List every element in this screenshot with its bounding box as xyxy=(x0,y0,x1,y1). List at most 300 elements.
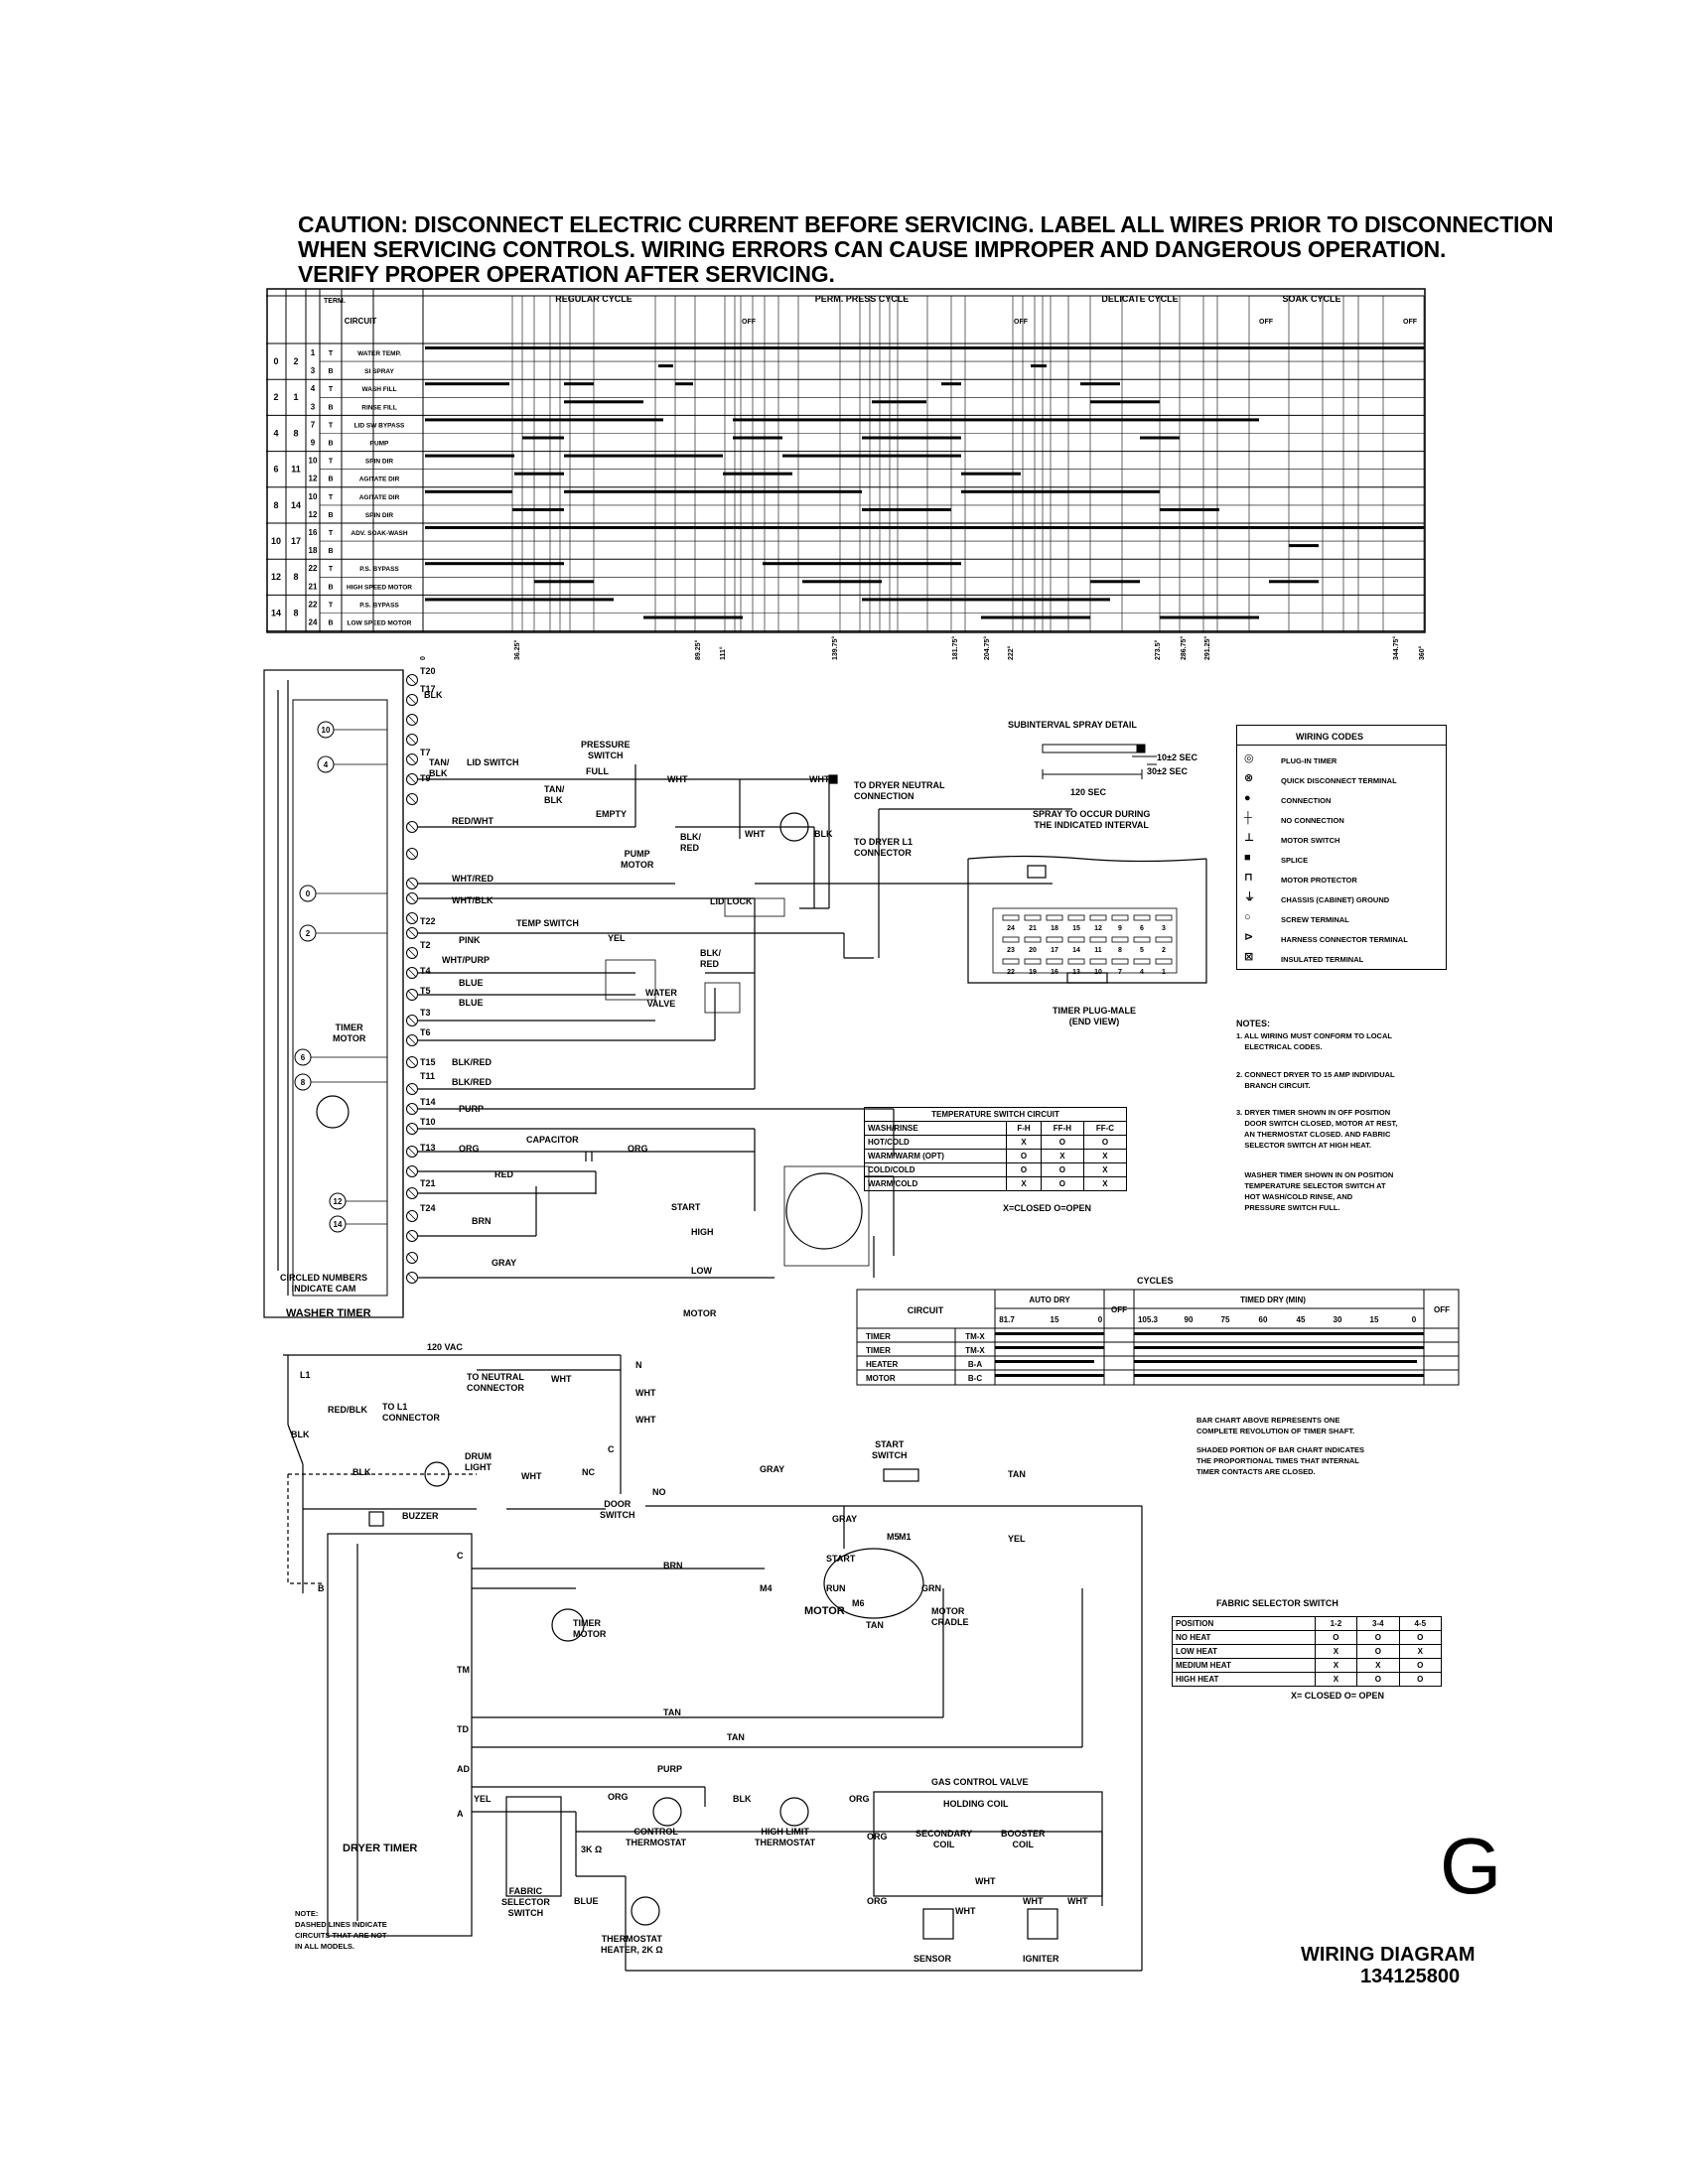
svg-text:12: 12 xyxy=(308,509,318,519)
wiring-code-label: CHASSIS (CABINET) GROUND xyxy=(1281,895,1390,904)
svg-text:B: B xyxy=(328,511,334,519)
svg-text:PERM. PRESS CYCLE: PERM. PRESS CYCLE xyxy=(814,294,910,304)
full-label: FULL xyxy=(586,766,609,776)
dryer-tan-label-3: TAN xyxy=(663,1707,681,1717)
timer-contact-bar xyxy=(514,473,564,476)
dryer-tan-label-4: TAN xyxy=(727,1732,745,1742)
svg-text:14: 14 xyxy=(1072,947,1080,954)
svg-text:286.75°: 286.75° xyxy=(1181,635,1188,660)
svg-text:WATER TEMP.: WATER TEMP. xyxy=(357,350,401,357)
dryer-gray-label-1: GRAY xyxy=(760,1464,785,1474)
svg-text:DELICATE CYCLE: DELICATE CYCLE xyxy=(1101,294,1179,304)
svg-text:B: B xyxy=(328,404,334,412)
washer-tan-blk-label: TAN/ BLK xyxy=(429,757,450,778)
note-3: 3. DRYER TIMER SHOWN IN OFF POSITION DOOR SWITCH CLOSED, MOTOR AT REST, AN THERMOSTAT CLOSED. AND FABRIC SELECTOR SWITCH AT HIGH HEAT. xyxy=(1236,1108,1398,1150)
svg-text:B-C: B-C xyxy=(967,1374,983,1383)
wiring-codes-box xyxy=(1236,725,1447,970)
secondary-coil-label: SECONDARY COIL xyxy=(915,1829,973,1849)
svg-text:T15: T15 xyxy=(420,1057,436,1067)
capacitor-label: CAPACITOR xyxy=(526,1135,579,1145)
subinterval-a: 10±2 SEC xyxy=(1157,752,1197,762)
svg-text:20: 20 xyxy=(1029,947,1037,954)
dryer-timer-motor-label: TIMER MOTOR xyxy=(573,1618,607,1639)
timer-contact-bar xyxy=(643,616,743,619)
timer-contact-bar xyxy=(1160,508,1219,511)
table-cell: X xyxy=(1083,1150,1126,1163)
timer-contact-bar xyxy=(872,400,926,403)
svg-text:6: 6 xyxy=(300,1053,306,1062)
svg-text:2: 2 xyxy=(305,929,311,938)
table-cell: X xyxy=(1083,1163,1126,1177)
table-cell: O xyxy=(1399,1673,1441,1687)
fabric-table-header: 1-2 xyxy=(1315,1617,1356,1631)
svg-text:12: 12 xyxy=(270,572,282,583)
svg-text:36.25°: 36.25° xyxy=(514,639,521,660)
dryer-schematic xyxy=(278,1335,1152,1990)
table-cell: O xyxy=(1357,1673,1399,1687)
svg-text:18: 18 xyxy=(1051,925,1058,932)
notes-title: NOTES: xyxy=(1236,1019,1271,1028)
thermostat-heater-label: THERMOSTAT HEATER, 2K Ω xyxy=(601,1934,663,1955)
washer-timer-motor-label: TIMER MOTOR xyxy=(333,1023,366,1043)
svg-text:MOTOR: MOTOR xyxy=(866,1374,896,1383)
dryer-wht-label-5: WHT xyxy=(975,1876,996,1886)
washer-blk-label: BLK xyxy=(424,690,443,700)
red-label: RED xyxy=(494,1169,514,1179)
svg-text:23: 23 xyxy=(1007,947,1015,954)
svg-text:OFF: OFF xyxy=(1111,1305,1127,1314)
temp-table-header: F-H xyxy=(1007,1122,1042,1136)
svg-text:T: T xyxy=(328,458,334,466)
table-cell: O xyxy=(1315,1631,1356,1645)
svg-text:HEATER: HEATER xyxy=(866,1360,899,1369)
wiring-codes-title: WIRING CODES xyxy=(1296,732,1364,742)
timer-contact-bar xyxy=(512,508,564,511)
timer-contact-bar xyxy=(1269,580,1319,583)
svg-text:22: 22 xyxy=(1007,969,1015,976)
svg-text:OFF: OFF xyxy=(1259,319,1273,326)
svg-text:T20: T20 xyxy=(420,666,436,676)
m1-label: M1 xyxy=(899,1532,912,1542)
subinterval-title: SUBINTERVAL SPRAY DETAIL xyxy=(1008,720,1137,730)
svg-text:P.S. BYPASS: P.S. BYPASS xyxy=(359,602,399,610)
blue-label-1: BLUE xyxy=(459,978,484,988)
svg-text:WASH FILL: WASH FILL xyxy=(361,386,397,394)
timer-contact-bar xyxy=(1289,544,1319,547)
to-dryer-l1-label: TO DRYER L1 CONNECTOR xyxy=(854,837,914,858)
vac-label: 120 VAC xyxy=(427,1342,463,1352)
svg-text:24: 24 xyxy=(308,617,318,627)
wiring-code-label: SPLICE xyxy=(1281,856,1309,865)
timer-contact-bar xyxy=(1090,400,1160,403)
svg-text:SI SPRAY: SI SPRAY xyxy=(364,368,394,376)
table-row xyxy=(865,1150,1127,1163)
wiring-code-symbol-icon: ■ xyxy=(1244,852,1251,864)
svg-text:16: 16 xyxy=(308,528,318,537)
dryer-blk-label-1: BLK xyxy=(291,1430,310,1439)
table-row xyxy=(1173,1631,1442,1645)
note-2: 2. CONNECT DRYER TO 15 AMP INDIVIDUAL BRANCH CIRCUIT. xyxy=(1236,1070,1395,1090)
table-cell: X xyxy=(1041,1150,1083,1163)
svg-text:8: 8 xyxy=(273,499,279,510)
svg-text:10: 10 xyxy=(308,491,318,501)
dryer-wht-label-3: WHT xyxy=(635,1415,656,1425)
svg-text:11: 11 xyxy=(1094,947,1102,954)
dryer-wht-label-2: WHT xyxy=(635,1388,656,1398)
dryer-org-label-4: ORG xyxy=(867,1896,888,1906)
temp-table-header: FF-H xyxy=(1041,1122,1083,1136)
table-cell: X xyxy=(1315,1673,1356,1687)
svg-text:LOW SPEED MOTOR: LOW SPEED MOTOR xyxy=(347,619,412,627)
timer-contact-bar xyxy=(862,598,1110,601)
timer-contact-bar xyxy=(1160,616,1259,619)
cycle-bar xyxy=(1134,1374,1424,1377)
cycle-bar xyxy=(1134,1360,1417,1363)
wiring-code-label: CONNECTION xyxy=(1281,796,1332,805)
svg-text:T3: T3 xyxy=(420,1008,431,1018)
svg-text:7: 7 xyxy=(1118,969,1122,976)
pink-label: PINK xyxy=(459,935,481,945)
wiring-code-symbol-icon: ┼ xyxy=(1244,812,1252,824)
table-cell: X xyxy=(1007,1136,1042,1150)
dryer-wht-label-1: WHT xyxy=(551,1374,572,1384)
dryer-yel-label: YEL xyxy=(1008,1534,1026,1544)
dryer-yel-label-2: YEL xyxy=(474,1794,492,1804)
svg-text:89.25°: 89.25° xyxy=(695,639,702,660)
gray-label: GRAY xyxy=(492,1258,517,1268)
svg-text:15: 15 xyxy=(1072,925,1080,932)
timer-contact-bar xyxy=(723,473,792,476)
svg-text:HIGH SPEED MOTOR: HIGH SPEED MOTOR xyxy=(347,584,412,592)
fabric-table-header: 4-5 xyxy=(1399,1617,1441,1631)
svg-text:8: 8 xyxy=(300,1078,306,1087)
svg-text:2: 2 xyxy=(293,356,299,366)
timer-contact-bar xyxy=(1080,382,1120,385)
wiring-code-symbol-icon: ● xyxy=(1244,792,1251,804)
motor-cradle-label: MOTOR CRADLE xyxy=(931,1606,969,1627)
svg-text:8: 8 xyxy=(293,572,299,583)
svg-text:273.5°: 273.5° xyxy=(1155,639,1162,660)
dryer-start-label: START xyxy=(826,1554,856,1564)
washer-wht-label-3: WHT xyxy=(745,829,766,839)
diagram-letter: G xyxy=(1440,1822,1502,1910)
svg-text:1: 1 xyxy=(310,348,316,357)
svg-text:5: 5 xyxy=(1140,947,1144,954)
blkred-label-2: BLK/RED xyxy=(452,1077,492,1087)
wiring-diagram-number: 134125800 xyxy=(1360,1966,1461,1987)
svg-text:291.25°: 291.25° xyxy=(1204,635,1211,660)
tm-label: TM xyxy=(457,1665,470,1675)
wiring-code-label: QUICK DISCONNECT TERMINAL xyxy=(1281,776,1397,785)
table-cell: NO HEAT xyxy=(1173,1631,1316,1645)
m4-label: M4 xyxy=(760,1583,773,1593)
wiring-code-label: PLUG-IN TIMER xyxy=(1281,756,1337,765)
svg-text:SPIN DIR: SPIN DIR xyxy=(364,511,394,519)
dryer-org-label-3: ORG xyxy=(867,1832,888,1842)
timer-contact-bar xyxy=(941,382,961,385)
svg-text:14: 14 xyxy=(333,1220,343,1229)
wiring-code-symbol-icon: ○ xyxy=(1244,911,1251,923)
svg-text:TIMED DRY (MIN): TIMED DRY (MIN) xyxy=(1240,1296,1306,1304)
temperature-switch-table xyxy=(864,1107,1127,1191)
svg-text:AGITATE DIR: AGITATE DIR xyxy=(358,476,400,483)
timer-contact-bar xyxy=(425,526,1424,529)
svg-text:4: 4 xyxy=(323,760,329,769)
bar-note-b: SHADED PORTION OF BAR CHART INDICATES THE PROPORTIONAL TIMES THAT INTERNAL TIMER CONTACTS ARE CLOSED. xyxy=(1196,1445,1365,1476)
svg-text:T24: T24 xyxy=(420,1203,436,1213)
table-cell: X xyxy=(1315,1645,1356,1659)
svg-text:T9: T9 xyxy=(420,773,431,783)
svg-text:4: 4 xyxy=(1140,969,1144,976)
lid-switch-label: LID SWITCH xyxy=(467,757,519,767)
note-1: 1. ALL WIRING MUST CONFORM TO LOCAL ELECTRICAL CODES. xyxy=(1236,1031,1392,1051)
table-cell: WARM/WARM (OPT) xyxy=(865,1150,1007,1163)
m6-label: M6 xyxy=(852,1598,865,1608)
start-label: START xyxy=(671,1202,701,1212)
washer-blk-label-2: BLK xyxy=(814,829,833,839)
table-cell: LOW HEAT xyxy=(1173,1645,1316,1659)
svg-text:2: 2 xyxy=(1162,947,1166,954)
svg-text:LID SW BYPASS: LID SW BYPASS xyxy=(353,422,405,430)
timer-contact-bar xyxy=(425,490,512,493)
svg-text:3: 3 xyxy=(310,366,316,376)
dryer-blk-label-3: BLK xyxy=(733,1794,752,1804)
timer-contact-bar xyxy=(802,580,882,583)
svg-text:81.7: 81.7 xyxy=(999,1315,1015,1324)
table-cell: O xyxy=(1041,1163,1083,1177)
timer-contact-bar xyxy=(425,382,509,385)
svg-text:16: 16 xyxy=(1051,969,1058,976)
dryer-wht-label-6: WHT xyxy=(1023,1896,1044,1906)
fabric-switch-label: FABRIC SELECTOR SWITCH xyxy=(501,1886,550,1918)
table-row xyxy=(1173,1645,1442,1659)
dryer-c-label: C xyxy=(457,1551,464,1561)
washer-timer-label: WASHER TIMER xyxy=(286,1307,371,1319)
gas-control-label: GAS CONTROL VALVE xyxy=(931,1777,1029,1787)
svg-text:OFF: OFF xyxy=(742,319,756,326)
svg-text:19: 19 xyxy=(1029,969,1037,976)
control-thermostat-label: CONTROL THERMOSTAT xyxy=(626,1827,687,1847)
svg-text:T: T xyxy=(328,530,334,537)
svg-text:CIRCUIT: CIRCUIT xyxy=(907,1305,944,1315)
table-cell: X xyxy=(1357,1659,1399,1673)
timer-contact-bar xyxy=(564,455,723,458)
table-cell: X xyxy=(1315,1659,1356,1673)
svg-text:T22: T22 xyxy=(420,916,436,926)
temp-table-header: WASH/RINSE xyxy=(865,1122,1007,1136)
n-label: N xyxy=(635,1360,642,1370)
svg-text:OFF: OFF xyxy=(1403,319,1417,326)
svg-text:105.3: 105.3 xyxy=(1137,1315,1159,1324)
svg-text:18: 18 xyxy=(308,546,318,556)
svg-text:T: T xyxy=(328,422,334,430)
cycles-title: CYCLES xyxy=(1137,1276,1174,1286)
svg-text:30: 30 xyxy=(1333,1315,1342,1324)
svg-text:TIMER: TIMER xyxy=(866,1346,891,1355)
svg-text:0: 0 xyxy=(273,356,279,366)
table-cell: MEDIUM HEAT xyxy=(1173,1659,1316,1673)
svg-text:75: 75 xyxy=(1220,1315,1230,1324)
timer-contact-bar xyxy=(763,562,961,565)
m5-label: M5 xyxy=(887,1532,900,1542)
svg-text:90: 90 xyxy=(1184,1315,1194,1324)
svg-text:9: 9 xyxy=(310,438,316,448)
svg-text:REGULAR CYCLE: REGULAR CYCLE xyxy=(555,294,633,304)
svg-text:13: 13 xyxy=(1072,969,1080,976)
svg-text:8: 8 xyxy=(293,428,299,439)
table-cell: O xyxy=(1399,1631,1441,1645)
temp-table-title: TEMPERATURE SWITCH CIRCUIT xyxy=(865,1108,1127,1122)
dryer-tan-label-2: TAN xyxy=(866,1620,884,1630)
timer-contact-bar xyxy=(782,455,961,458)
timer-contact-bar xyxy=(425,418,663,421)
wiring-diagram-title: WIRING DIAGRAM xyxy=(1301,1944,1476,1966)
circled-numbers-label: CIRCLED NUMBERS INDICATE CAM xyxy=(280,1273,368,1294)
svg-text:SPIN DIR: SPIN DIR xyxy=(364,458,394,466)
svg-text:T17: T17 xyxy=(420,684,436,694)
dryer-gray-label-2: GRAY xyxy=(832,1514,858,1524)
washer-timer-chart xyxy=(266,288,1430,660)
low-label: LOW xyxy=(691,1266,712,1276)
caution-line-2: WHEN SERVICING CONTROLS. WIRING ERRORS CAN CAUSE IMPROPER AND DANGEROUS OPERATION. xyxy=(298,236,1447,262)
timer-plug-title: TIMER PLUG-MALE (END VIEW) xyxy=(1053,1006,1136,1026)
table-cell: O xyxy=(1007,1150,1042,1163)
timer-contact-bar xyxy=(981,616,1090,619)
dryer-blue-label: BLUE xyxy=(574,1896,599,1906)
washer-wht-label-2: WHT xyxy=(809,774,830,784)
svg-text:B: B xyxy=(328,476,334,483)
table-row xyxy=(865,1136,1127,1150)
wiring-code-symbol-icon: ⏚ xyxy=(1244,891,1255,903)
svg-text:TM-X: TM-X xyxy=(965,1332,985,1341)
svg-text:CIRCUIT: CIRCUIT xyxy=(344,317,377,326)
blue-label-2: BLUE xyxy=(459,998,484,1008)
wiring-code-symbol-icon: ⊗ xyxy=(1244,772,1254,784)
svg-text:T: T xyxy=(328,566,334,574)
table-cell: HOT/COLD xyxy=(865,1136,1007,1150)
grn-label: GRN xyxy=(921,1583,941,1593)
to-l1-label: TO L1 CONNECTOR xyxy=(382,1402,440,1423)
table-row xyxy=(1173,1659,1442,1673)
svg-text:17: 17 xyxy=(1051,947,1058,954)
svg-text:OFF: OFF xyxy=(1014,319,1028,326)
fabric-selector-table xyxy=(1172,1616,1442,1687)
dryer-wht-label-8: WHT xyxy=(955,1906,976,1916)
svg-text:T: T xyxy=(328,493,334,501)
blk-red-label-2: BLK/ RED xyxy=(700,948,721,969)
dryer-note: NOTE: DASHED LINES INDICATE CIRCUITS THAT ARE NOT IN ALL MODELS. xyxy=(295,1909,387,1951)
svg-text:7: 7 xyxy=(310,420,316,430)
svg-text:B: B xyxy=(328,548,334,556)
svg-text:10: 10 xyxy=(1094,969,1102,976)
table-cell: X xyxy=(1083,1177,1126,1191)
timer-contact-bar xyxy=(733,437,782,440)
timer-contact-bar xyxy=(522,437,564,440)
dryer-timer-label: DRYER TIMER xyxy=(343,1843,418,1854)
fabric-table-header: 3-4 xyxy=(1357,1617,1399,1631)
timer-contact-bar xyxy=(862,437,961,440)
wiring-code-label: INSULATED TERMINAL xyxy=(1281,955,1364,964)
svg-text:AGITATE DIR: AGITATE DIR xyxy=(358,493,400,501)
timer-contact-bar xyxy=(675,382,693,385)
timer-contact-bar xyxy=(564,400,643,403)
caution-line-1: CAUTION: DISCONNECT ELECTRIC CURRENT BEFORE SERVICING. LABEL ALL WIRES PRIOR TO DISCONNECTION xyxy=(298,211,1554,237)
svg-text:0: 0 xyxy=(420,656,427,660)
dryer-org-label-1: ORG xyxy=(608,1792,629,1802)
wiring-code-label: SCREW TERMINAL xyxy=(1281,915,1349,924)
svg-text:12: 12 xyxy=(1094,925,1102,932)
timer-contact-bar xyxy=(425,562,564,565)
svg-text:P.S. BYPASS: P.S. BYPASS xyxy=(359,566,399,574)
c-label: C xyxy=(608,1444,615,1454)
svg-text:12: 12 xyxy=(308,474,318,483)
svg-text:6: 6 xyxy=(273,464,279,475)
pump-motor-label: PUMP MOTOR xyxy=(621,849,654,870)
cycle-bar xyxy=(1134,1346,1424,1349)
timer-contact-bar xyxy=(733,418,1259,421)
svg-text:111°: 111° xyxy=(720,646,727,660)
svg-text:T21: T21 xyxy=(420,1178,436,1188)
svg-text:11: 11 xyxy=(291,464,301,475)
svg-text:T6: T6 xyxy=(420,1027,431,1037)
drum-light-label: DRUM LIGHT xyxy=(465,1451,492,1472)
svg-text:10: 10 xyxy=(270,536,282,546)
svg-text:14: 14 xyxy=(290,499,302,510)
svg-text:T10: T10 xyxy=(420,1117,436,1127)
svg-text:3: 3 xyxy=(1162,925,1166,932)
svg-text:T2: T2 xyxy=(420,940,431,950)
start-switch-label: START SWITCH xyxy=(872,1439,908,1460)
table-row xyxy=(1173,1673,1442,1687)
subinterval-c: 120 SEC xyxy=(1070,787,1107,797)
svg-text:SOAK CYCLE: SOAK CYCLE xyxy=(1282,294,1341,304)
svg-text:204.75°: 204.75° xyxy=(984,635,991,660)
table-cell: HIGH HEAT xyxy=(1173,1673,1316,1687)
svg-text:OFF: OFF xyxy=(1434,1305,1450,1314)
svg-text:8: 8 xyxy=(1118,947,1122,954)
dryer-a-label: A xyxy=(457,1809,464,1819)
svg-text:344.75°: 344.75° xyxy=(1393,635,1400,660)
svg-text:222°: 222° xyxy=(1008,645,1015,660)
timer-contact-bar xyxy=(1140,437,1180,440)
table-cell: O xyxy=(1007,1163,1042,1177)
caution-line-3: VERIFY PROPER OPERATION AFTER SERVICING. xyxy=(298,261,835,287)
buzzer-label: BUZZER xyxy=(402,1511,439,1521)
svg-text:B: B xyxy=(328,368,334,376)
water-valve-label: WATER VALVE xyxy=(645,988,677,1009)
ad-label: AD xyxy=(457,1764,470,1774)
svg-text:0: 0 xyxy=(1097,1315,1103,1324)
k3-label: 3K Ω xyxy=(581,1844,603,1854)
svg-text:TERM.: TERM. xyxy=(324,298,346,305)
wiring-code-label: MOTOR PROTECTOR xyxy=(1281,876,1357,885)
table-cell: COLD/COLD xyxy=(865,1163,1007,1177)
wht-purp-label: WHT/PURP xyxy=(442,955,490,965)
red-wht-label: RED/WHT xyxy=(452,816,493,826)
svg-text:15: 15 xyxy=(1369,1315,1379,1324)
timer-contact-bar xyxy=(564,490,862,493)
svg-text:8: 8 xyxy=(293,608,299,618)
svg-text:15: 15 xyxy=(1050,1315,1059,1324)
pressure-switch-label: PRESSURE SWITCH xyxy=(581,740,631,760)
table-cell: X xyxy=(1007,1177,1042,1191)
svg-text:12: 12 xyxy=(333,1197,343,1206)
no-label: NO xyxy=(652,1487,666,1497)
sensor-label: SENSOR xyxy=(914,1954,952,1964)
timer-contact-bar xyxy=(961,490,1160,493)
caution-text xyxy=(298,211,1554,287)
timer-contact-bar xyxy=(564,382,594,385)
